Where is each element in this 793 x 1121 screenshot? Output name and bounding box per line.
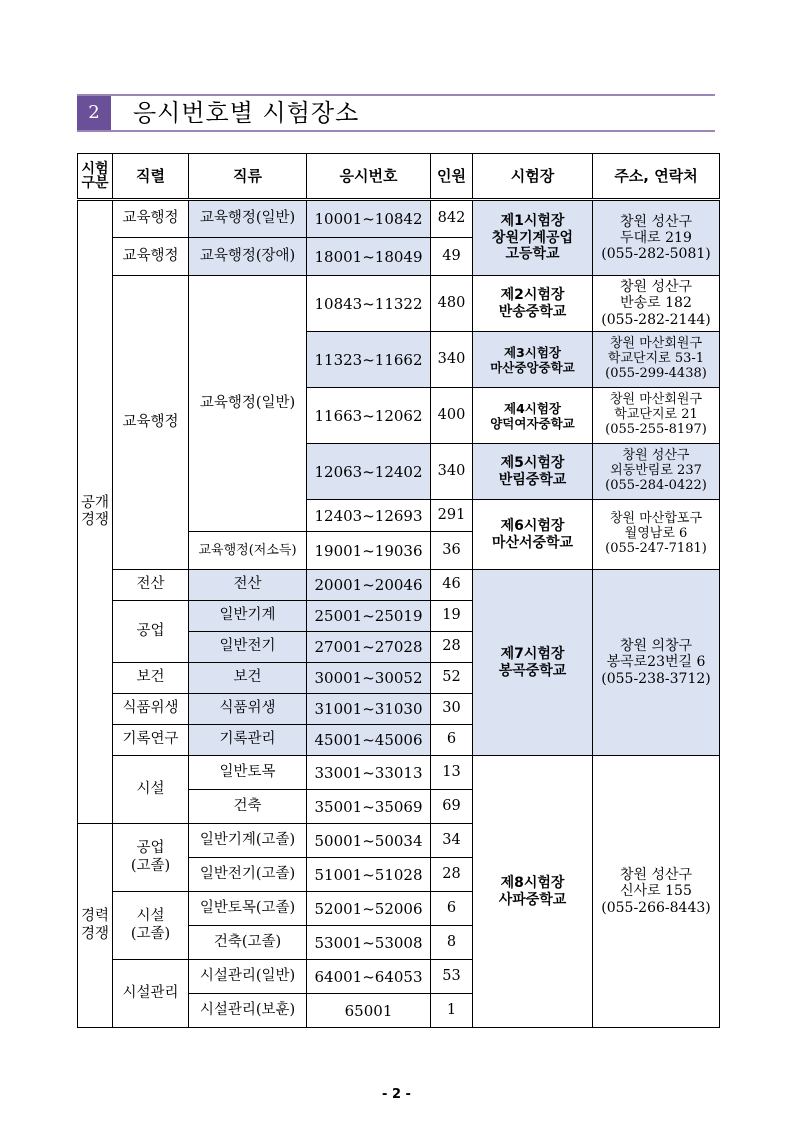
count-cell: 340 bbox=[431, 444, 473, 500]
kind-cell: 기록관리 bbox=[189, 725, 307, 756]
count-cell: 1 bbox=[431, 994, 473, 1028]
group-career: 경력 경쟁 bbox=[78, 824, 113, 1028]
site-5-address: 창원 성산구 외동반림로 237 (055-284-0422) bbox=[593, 444, 720, 500]
header-group: 시험 구분 bbox=[78, 154, 113, 200]
range-cell: 18001~18049 bbox=[307, 238, 431, 276]
count-cell: 30 bbox=[431, 694, 473, 725]
site-4-address: 창원 마산회원구 학교단지로 21 (055-255-8197) bbox=[593, 388, 720, 444]
section-title: 응시번호별 시험장소 bbox=[133, 99, 360, 127]
range-cell: 50001~50034 bbox=[307, 824, 431, 858]
count-cell: 340 bbox=[431, 332, 473, 388]
range-cell: 12403~12693 bbox=[307, 500, 431, 532]
site-3-name: 제3시험장 마산중앙중학교 bbox=[473, 332, 593, 388]
series-cell: 공업 bbox=[113, 601, 189, 663]
site-3-address: 창원 마산회원구 학교단지로 53-1 (055-299-4438) bbox=[593, 332, 720, 388]
kind-cell: 전산 bbox=[189, 570, 307, 601]
kind-cell: 식품위생 bbox=[189, 694, 307, 725]
section-number-badge: 2 bbox=[77, 96, 111, 130]
count-cell: 53 bbox=[431, 960, 473, 994]
count-cell: 400 bbox=[431, 388, 473, 444]
kind-cell: 일반토목(고졸) bbox=[189, 892, 307, 926]
range-cell: 12063~12402 bbox=[307, 444, 431, 500]
site-6-name: 제6시험장 마산서중학교 bbox=[473, 500, 593, 570]
site-6-address: 창원 마산합포구 월영남로 6 (055-247-7181) bbox=[593, 500, 720, 570]
range-cell: 51001~51028 bbox=[307, 858, 431, 892]
site-1-address: 창원 성산구 두대로 219 (055-282-5081) bbox=[593, 200, 720, 276]
range-cell: 27001~27028 bbox=[307, 632, 431, 663]
kind-cell: 일반기계(고졸) bbox=[189, 824, 307, 858]
exam-site-table bbox=[77, 153, 720, 1028]
range-cell: 65001 bbox=[307, 994, 431, 1028]
header-series: 직렬 bbox=[113, 154, 189, 200]
range-cell: 52001~52006 bbox=[307, 892, 431, 926]
site-5-name: 제5시험장 반림중학교 bbox=[473, 444, 593, 500]
range-cell: 20001~20046 bbox=[307, 570, 431, 601]
table-row bbox=[78, 200, 720, 238]
count-cell: 34 bbox=[431, 824, 473, 858]
series-cell: 시설 bbox=[113, 756, 189, 824]
range-cell: 33001~33013 bbox=[307, 756, 431, 790]
kind-cell: 교육행정(일반) bbox=[189, 200, 307, 238]
kind-cell: 건축 bbox=[189, 790, 307, 824]
header-range: 응시번호 bbox=[307, 154, 431, 200]
series-cell: 보건 bbox=[113, 663, 189, 694]
series-cell: 공업 (고졸) bbox=[113, 824, 189, 892]
site-8-address: 창원 성산구 신사로 155 (055-266-8443) bbox=[593, 756, 720, 1028]
site-1-name: 제1시험장 창원기계공업 고등학교 bbox=[473, 200, 593, 276]
series-cell: 식품위생 bbox=[113, 694, 189, 725]
series-cell: 교육행정 bbox=[113, 276, 189, 570]
kind-cell: 일반토목 bbox=[189, 756, 307, 790]
series-cell: 시설 (고졸) bbox=[113, 892, 189, 960]
range-cell: 53001~53008 bbox=[307, 926, 431, 960]
range-cell: 19001~19036 bbox=[307, 532, 431, 570]
series-cell: 교육행정 bbox=[113, 200, 189, 238]
kind-cell: 건축(고졸) bbox=[189, 926, 307, 960]
count-cell: 291 bbox=[431, 500, 473, 532]
count-cell: 6 bbox=[431, 725, 473, 756]
count-cell: 13 bbox=[431, 756, 473, 790]
count-cell: 52 bbox=[431, 663, 473, 694]
kind-cell: 시설관리(일반) bbox=[189, 960, 307, 994]
site-2-address: 창원 성산구 반송로 182 (055-282-2144) bbox=[593, 276, 720, 332]
range-cell: 10843~11322 bbox=[307, 276, 431, 332]
count-cell: 6 bbox=[431, 892, 473, 926]
kind-cell: 교육행정(일반) bbox=[189, 276, 307, 532]
count-cell: 49 bbox=[431, 238, 473, 276]
site-7-name: 제7시험장 봉곡중학교 bbox=[473, 570, 593, 756]
site-8-name: 제8시험장 사파중학교 bbox=[473, 756, 593, 1028]
site-4-name: 제4시험장 양덕여자중학교 bbox=[473, 388, 593, 444]
header-site: 시험장 bbox=[473, 154, 593, 200]
section-header bbox=[77, 94, 715, 130]
count-cell: 19 bbox=[431, 601, 473, 632]
count-cell: 8 bbox=[431, 926, 473, 960]
header-bottom-rule bbox=[77, 130, 715, 132]
count-cell: 46 bbox=[431, 570, 473, 601]
site-2-name: 제2시험장 반송중학교 bbox=[473, 276, 593, 332]
kind-cell: 일반전기(고졸) bbox=[189, 858, 307, 892]
group-open: 공개 경쟁 bbox=[78, 200, 113, 824]
kind-cell: 보건 bbox=[189, 663, 307, 694]
count-cell: 36 bbox=[431, 532, 473, 570]
count-cell: 28 bbox=[431, 858, 473, 892]
table-row bbox=[78, 756, 720, 790]
range-cell: 11323~11662 bbox=[307, 332, 431, 388]
range-cell: 30001~30052 bbox=[307, 663, 431, 694]
table-row bbox=[78, 276, 720, 332]
header-address: 주소, 연락처 bbox=[593, 154, 720, 200]
count-cell: 480 bbox=[431, 276, 473, 332]
page-number: - 2 - bbox=[382, 1087, 411, 1102]
kind-cell: 일반기계 bbox=[189, 601, 307, 632]
range-cell: 11663~12062 bbox=[307, 388, 431, 444]
range-cell: 64001~64053 bbox=[307, 960, 431, 994]
range-cell: 25001~25019 bbox=[307, 601, 431, 632]
range-cell: 35001~35069 bbox=[307, 790, 431, 824]
site-7-address: 창원 의창구 봉곡로23번길 6 (055-238-3712) bbox=[593, 570, 720, 756]
count-cell: 28 bbox=[431, 632, 473, 663]
count-cell: 69 bbox=[431, 790, 473, 824]
range-cell: 10001~10842 bbox=[307, 200, 431, 238]
table-header-row bbox=[78, 154, 720, 200]
table-row bbox=[78, 570, 720, 601]
range-cell: 45001~45006 bbox=[307, 725, 431, 756]
series-cell: 전산 bbox=[113, 570, 189, 601]
header-count: 인원 bbox=[431, 154, 473, 200]
series-cell: 기록연구 bbox=[113, 725, 189, 756]
kind-cell: 시설관리(보훈) bbox=[189, 994, 307, 1028]
kind-cell: 일반전기 bbox=[189, 632, 307, 663]
series-cell: 시설관리 bbox=[113, 960, 189, 1028]
kind-cell: 교육행정(저소득) bbox=[189, 532, 307, 570]
header-kind: 직류 bbox=[189, 154, 307, 200]
series-cell: 교육행정 bbox=[113, 238, 189, 276]
count-cell: 842 bbox=[431, 200, 473, 238]
kind-cell: 교육행정(장애) bbox=[189, 238, 307, 276]
range-cell: 31001~31030 bbox=[307, 694, 431, 725]
